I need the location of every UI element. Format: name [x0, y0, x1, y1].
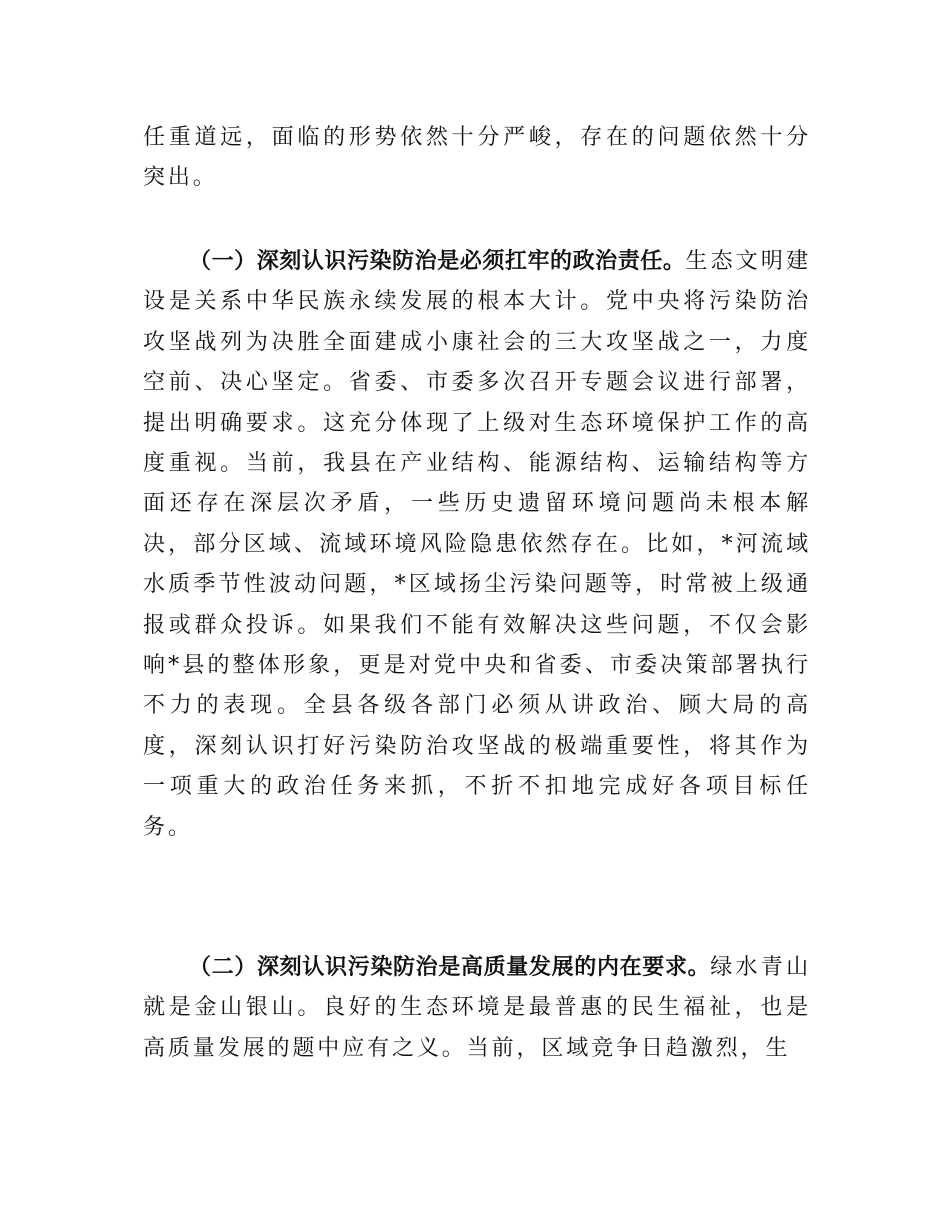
- paragraph-section-two: [143, 948, 811, 1069]
- paragraph-section-one: [143, 242, 811, 848]
- section-heading-one: （一）深刻认识污染防治是必须扛牢的政治责任。: [189, 249, 686, 274]
- paragraph-body: 生态文明建设是关系中华民族永续发展的根本大计。党中央将污染防治攻坚战列为决胜全面建成小康社会的三大攻坚战之一，力度空前、决心坚定。省委、市委多次召开专题会议进行部署，提出明确要求。这充分体现了上级对生态环境保护工作的高度重视。当前，我县在产业结构、能源结构、运输结构等方面还存在深层次矛盾，一些历史遗留环境问题尚未根本解决，部分区域、流域环境风险隐患依然存在。比如，*河流域水质季节性波动问题，*区域扬尘污染问题等，时常被上级通报或群众投诉。如果我们不能有效解决这些问题，不仅会影响*县的整体形象，更是对党中央和省委、市委决策部署执行不力的表现。全县各级各部门必须从讲政治、顾大局的高度，深刻认识打好污染防治攻坚战的极端重要性，将其作为一项重大的政治任务来抓，不折不扣地完成好各项目标任务。: [143, 249, 811, 840]
- paragraph-continuation: [143, 118, 811, 199]
- paragraph-body: 任重道远，面临的形势依然十分严峻，存在的问题依然十分突出。: [143, 125, 811, 191]
- paragraph-body: 绿水青山就是金山银山。良好的生态环境是最普惠的民生福祉，也是高质量发展的题中应有之义。当前，区域竞争日趋激烈，生: [143, 955, 811, 1061]
- section-heading-two: （二）深刻认识污染防治是高质量发展的内在要求。: [189, 955, 711, 980]
